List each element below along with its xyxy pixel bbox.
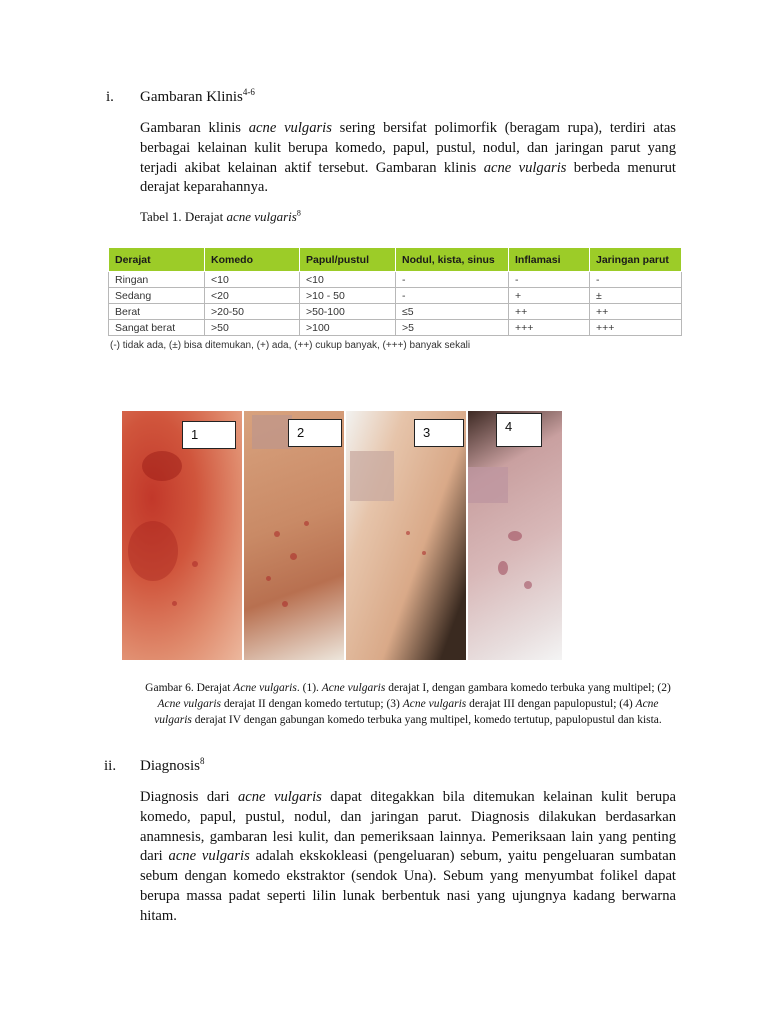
table-cell: <20 bbox=[205, 288, 300, 304]
section-2-title-text: Diagnosis bbox=[140, 758, 200, 774]
table-cell: +++ bbox=[509, 320, 590, 336]
acne-photo-grade-1 bbox=[122, 411, 242, 660]
italic-term: Acne vulgaris bbox=[321, 682, 386, 694]
italic-term: Acne vulgaris bbox=[157, 698, 222, 711]
text-run: Gambaran klinis bbox=[140, 120, 249, 136]
table-cell: Berat bbox=[109, 304, 205, 320]
section-1-paragraph bbox=[140, 119, 676, 198]
table-cell: - bbox=[396, 272, 509, 288]
table-title-italic: acne vulgaris bbox=[226, 209, 297, 224]
table-cell: ≤5 bbox=[396, 304, 509, 320]
table-header-cell: Jaringan parut bbox=[590, 248, 682, 272]
table-title-ref: 8 bbox=[296, 208, 301, 218]
table-cell: + bbox=[509, 288, 590, 304]
italic-term: Acne vulgaris bbox=[154, 698, 659, 727]
section-1-title bbox=[140, 89, 255, 106]
table-cell: <10 bbox=[300, 272, 396, 288]
table-cell: Sangat berat bbox=[109, 320, 205, 336]
italic-term: acne vulgaris bbox=[483, 159, 567, 176]
table-cell: >50 bbox=[205, 320, 300, 336]
table-cell: >20-50 bbox=[205, 304, 300, 320]
table-header-cell: Papul/pustul bbox=[300, 248, 396, 272]
text-run: dapat ditegakkan bila ditemukan kelainan kulit berupa komedo, papul, pustul, nodul, dan jaringan parut. Diagnosis dilakukan berdasarkan anamnesis, gambaran lesi kulit, dan pemeriksaan lainnya. Pemeriksaan lain yang penting dari bbox=[140, 789, 676, 865]
table-cell: ++ bbox=[509, 304, 590, 320]
table-cell: +++ bbox=[590, 320, 682, 336]
table-row bbox=[109, 304, 682, 320]
text-run: derajat IV dengan gabungan komedo terbuka yang multipel, komedo tertutup, papulopustul dan kista. bbox=[191, 714, 662, 727]
photo-label-2: 2 bbox=[288, 419, 342, 447]
italic-term: acne vulgaris bbox=[237, 789, 322, 805]
table-cell: - bbox=[396, 288, 509, 304]
photo-label-4: 4 bbox=[496, 413, 542, 447]
section-1-title-text: Gambaran Klinis bbox=[140, 89, 243, 105]
text-run: sering bersifat polimorfik (beragam rupa), terdiri atas berbagai kelainan kulit berupa komedo, papul, pustul, nodul, dan jaringan parut yang terjadi akibat kelainan aktif tersebut. Gambaran klinis bbox=[140, 120, 676, 176]
table-cell: Sedang bbox=[109, 288, 205, 304]
photo-label-3: 3 bbox=[414, 419, 464, 447]
section-1-title-ref: 4-6 bbox=[242, 87, 255, 97]
table-header-cell: Derajat bbox=[109, 248, 205, 272]
acne-photo-grade-2 bbox=[244, 411, 344, 660]
italic-term: Acne vulgaris bbox=[233, 682, 297, 694]
table-legend: (-) tidak ada, (±) bisa ditemukan, (+) ada, (++) cukup banyak, (+++) banyak sekali bbox=[110, 340, 471, 351]
text-run: Diagnosis dari bbox=[140, 789, 238, 805]
section-1-number: i. bbox=[106, 89, 114, 105]
table-row bbox=[109, 272, 682, 288]
text-run: . (1). bbox=[296, 682, 322, 694]
italic-term: acne vulgaris bbox=[248, 120, 332, 136]
table-cell: ++ bbox=[590, 304, 682, 320]
text-run: derajat I, dengan gambara komedo terbuka yang multipel; (2) bbox=[385, 682, 671, 694]
table-cell: >50-100 bbox=[300, 304, 396, 320]
section-2-paragraph bbox=[140, 788, 676, 927]
section-2-title-ref: 8 bbox=[200, 756, 205, 766]
italic-term: acne vulgaris bbox=[168, 848, 250, 865]
table-cell: >5 bbox=[396, 320, 509, 336]
table-cell: Ringan bbox=[109, 272, 205, 288]
text-run: Gambar 6. Derajat bbox=[145, 682, 234, 694]
table-cell: - bbox=[509, 272, 590, 288]
table-cell: - bbox=[590, 272, 682, 288]
photo-label-1: 1 bbox=[182, 421, 236, 449]
acne-grade-table bbox=[108, 247, 682, 336]
table-cell: >100 bbox=[300, 320, 396, 336]
table-header-cell: Komedo bbox=[205, 248, 300, 272]
section-2-number: ii. bbox=[104, 758, 117, 774]
text-run: adalah ekskokleasi (pengeluaran) sebum, yaitu pengeluaran sumbatan sebum dengan komedo ekstraktor (sendok Una). Sebum yang menyumbat folikel dapat berupa massa padat seperti lilin lunak berbentuk nasi yang ujungnya kadang berwarna hitam. bbox=[140, 848, 676, 924]
text-run: derajat II dengan komedo tertutup; (3) bbox=[221, 698, 403, 711]
table-row bbox=[109, 288, 682, 304]
table-title-prefix: Tabel 1. Derajat bbox=[140, 209, 227, 224]
text-run: derajat III dengan papulopustul; (4) bbox=[466, 698, 636, 711]
italic-term: Acne vulgaris bbox=[402, 698, 467, 711]
table-header-cell: Inflamasi bbox=[509, 248, 590, 272]
table-row bbox=[109, 320, 682, 336]
table-header-cell: Nodul, kista, sinus bbox=[396, 248, 509, 272]
table-cell: ± bbox=[590, 288, 682, 304]
table-title bbox=[140, 209, 301, 225]
figure-caption bbox=[140, 680, 676, 729]
section-2-title bbox=[140, 758, 205, 775]
acne-photo-grade-3 bbox=[346, 411, 466, 660]
text-run: berbeda menurut derajat keparahannya. bbox=[140, 159, 676, 196]
table-cell: >10 - 50 bbox=[300, 288, 396, 304]
table-header-row bbox=[109, 248, 682, 272]
table-cell: <10 bbox=[205, 272, 300, 288]
acne-photo-grade-4 bbox=[468, 411, 562, 660]
